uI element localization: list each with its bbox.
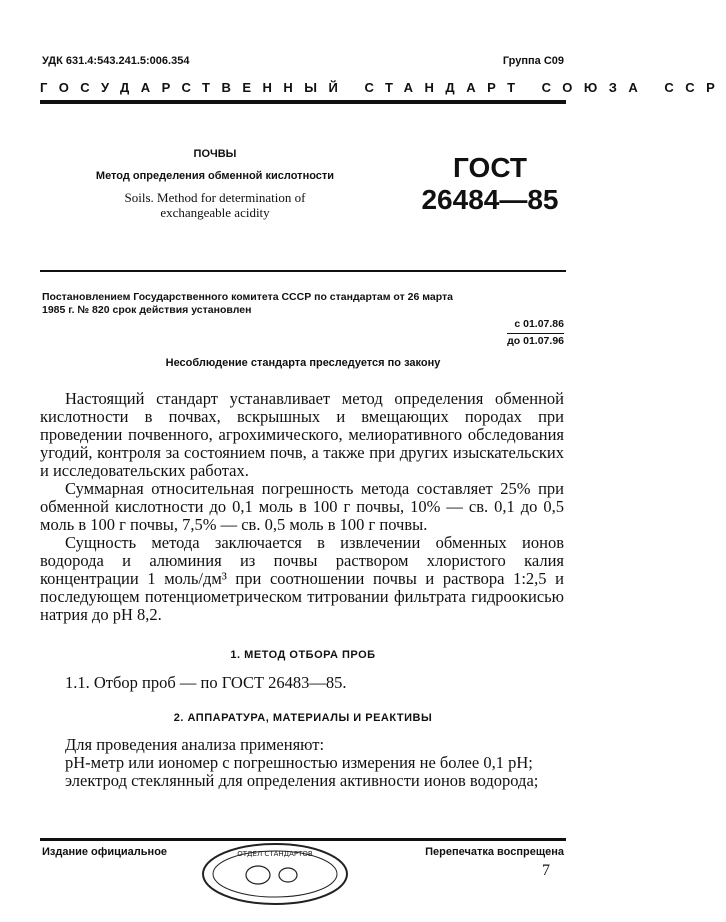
- intro-paragraph-2: Суммарная относительная погрешность метода составляет 25% при обменной кислотности до 0,1 моль в 100 г почвы, 10% — св. 0,1 до 0,5 моль в 100 г почвы, 7,5% — св. 0,5 моль в 100 г почвы.: [40, 479, 564, 534]
- header-rule: [40, 100, 566, 104]
- intro-text: [40, 390, 564, 624]
- page-number: 7: [542, 862, 550, 879]
- title-block: [60, 148, 370, 220]
- section-1-heading: 1. МЕТОД ОТБОРА ПРОБ: [230, 649, 376, 661]
- doc-title: ПОЧВЫ: [193, 148, 237, 160]
- official-edition: Издание официальное: [42, 846, 168, 858]
- doc-subtitle-en-2: exchangeable acidity: [160, 205, 270, 220]
- stamp-text: ОТДЕЛ СТАНДАРТОВ: [237, 850, 313, 858]
- udk-code: УДК 631.4:543.241.5:006.354: [42, 55, 190, 67]
- intro-paragraph-1: Настоящий стандарт устанавливает метод определения обменной кислотности в почвах, вскрышных и вмещающих породах при проведении почвенного, агрохимического, мелиоративного обследования угодий, контроля за состоянием почв, а также при других изыскательских и исследовательских работах.: [40, 389, 564, 480]
- footer-rule: [40, 838, 566, 841]
- gost-block: [410, 152, 570, 216]
- section-2-text: [40, 736, 564, 790]
- decree-line-1: Постановлением Государственного комитета СССР по стандартам от 26 марта: [42, 291, 453, 303]
- section-2-intro: Для проведения анализа применяют:: [65, 735, 325, 754]
- stamp-graphic: [200, 842, 350, 906]
- group-code: Группа С09: [502, 55, 564, 67]
- gost-label: ГОСТ: [453, 152, 527, 183]
- section-2-heading: 2. АППАРАТУРА, МАТЕРИАЛЫ И РЕАКТИВЫ: [173, 712, 433, 724]
- doc-subtitle-ru: Метод определения обменной кислотности: [95, 170, 335, 182]
- date-from: с 01.07.86: [514, 318, 564, 330]
- section-1-item: 1.1. Отбор проб — по ГОСТ 26483—85.: [65, 673, 347, 692]
- gost-number: 26484—85: [421, 184, 559, 215]
- library-stamp: [200, 842, 350, 906]
- date-to: до 01.07.96: [507, 335, 564, 347]
- doc-subtitle-en-1: Soils. Method for determination of: [124, 190, 306, 205]
- intro-paragraph-3: Сущность метода заключается в извлечении обменных ионов водорода и алюминия из почвы раствором хлористого калия концентрации 1 моль/дм³ при соотношении почвы и раствора 1:2,5 и последующем потенциометрическом титровании фильтрата гидроокисью натрия до pH 8,2.: [40, 533, 564, 624]
- reprint-forbidden: Перепечатка воспрещена: [425, 846, 564, 858]
- section-2-item-2: электрод стеклянный для определения активности ионов водорода;: [65, 771, 539, 790]
- decree-line-2: 1985 г. № 820 срок действия установлен: [42, 304, 252, 316]
- section-2-item-1: pH-метр или иономер с погрешностью измерения не более 0,1 pH;: [65, 753, 533, 772]
- title-rule: [40, 270, 566, 272]
- legal-notice: Несоблюдение стандарта преследуется по закону: [165, 357, 441, 369]
- state-standard-banner: ГОСУДАРСТВЕННЫЙ СТАНДАРТ СОЮЗА ССР: [40, 80, 726, 95]
